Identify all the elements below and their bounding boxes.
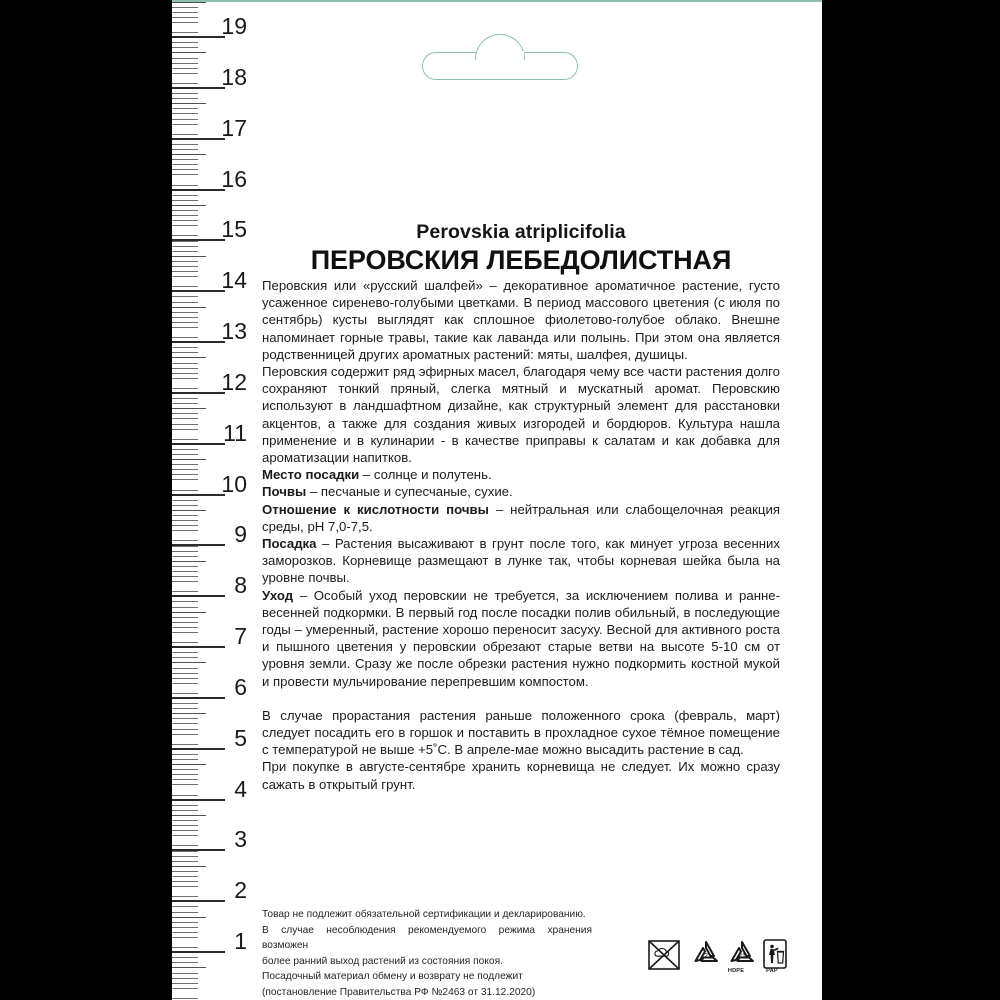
- dispose-in-bin-icon: [763, 939, 787, 979]
- ruler-tick-minor: [172, 169, 198, 170]
- ruler-label: 11: [223, 419, 247, 446]
- ruler-tick-minor: [172, 32, 198, 33]
- paragraph-autumn-buy: При покупке в августе-сентябре хранить корневища не следует. Их можно сразу сажать в открытый грунт.: [262, 759, 780, 792]
- ruler-tick-minor: [172, 144, 198, 145]
- ruler-tick-minor: [172, 607, 198, 608]
- legal-line: Товар не подлежит обязательной сертификации и декларированию.: [262, 909, 586, 920]
- ruler-tick-mid: [172, 510, 206, 511]
- ruler-tick-minor: [172, 119, 198, 120]
- ruler-tick-minor: [172, 93, 198, 94]
- ruler-tick-minor: [172, 322, 198, 323]
- paragraph-oils: Перовския содержит ряд эфирных масел, благодаря чему все части растения долго сохраняют тонкий пряный, слегка мятный и мускатный аромат. Перовскию используют в ландшафтном дизайне, как структурный элемент для расстановки акцентов, а также для создания живых изгородей и бордюров. Культура нашла применение и в кулинарии - в качестве приправы к салатам и как добавка для ароматизации напитков.: [262, 364, 780, 466]
- ruler-tick-minor: [172, 164, 198, 165]
- ruler-tick-minor: [172, 591, 198, 592]
- paragraph-care: Уход – Особый уход перовскии не требуется, за исключением полива и ранне-весенней подкормки. В первый год после посадки полив обильный, в последующие годы – умеренный, растение хорошо переносит засуху. Весной для активного роста и пышного цветения у перовскии обрезают старые ветви на высоте 5-10 см от уровня земли. Сразу же после обрезки растения нужно подкормить костной мукой и провести мульчирование перепревшим компостом.: [262, 587, 780, 689]
- ruler-tick-minor: [172, 449, 198, 450]
- ruler-label: 8: [234, 572, 247, 599]
- ruler-label: 10: [221, 470, 247, 497]
- ruler-tick-minor: [172, 312, 198, 313]
- ruler-tick-minor: [172, 632, 198, 633]
- ruler-tick-minor: [172, 881, 198, 882]
- ruler-tick-minor: [172, 551, 198, 552]
- ruler-scale: [172, 2, 247, 1000]
- ruler-tick-minor: [172, 642, 198, 643]
- ruler-tick-minor: [172, 200, 198, 201]
- ruler-tick-mid: [172, 764, 206, 765]
- ruler-tick-minor: [172, 540, 198, 541]
- ruler-tick-minor: [172, 825, 198, 826]
- ruler-tick-minor: [172, 622, 198, 623]
- ruler-tick-minor: [172, 159, 198, 160]
- ruler-tick-minor: [172, 42, 198, 43]
- ruler-tick-mid: [172, 205, 206, 206]
- ruler-tick-minor: [172, 896, 198, 897]
- ruler-tick-minor: [172, 215, 198, 216]
- ruler-tick-minor: [172, 47, 198, 48]
- ruler-tick-minor: [172, 98, 198, 99]
- ruler-tick-minor: [172, 337, 198, 338]
- legal-line: Посадочный материал обмену и возврату не подлежит: [262, 971, 523, 983]
- paragraph-lead: Отношение к кислотности почвы: [262, 501, 489, 517]
- ruler-tick-minor: [172, 286, 198, 287]
- paragraph-acidity: Отношение к кислотности почвы – нейтральная или слабощелочная реакция среды, рН 7,0-7,5.: [262, 501, 780, 534]
- ruler-tick-minor: [172, 68, 198, 69]
- ruler-tick-minor: [172, 347, 198, 348]
- ruler-tick-minor: [172, 413, 198, 414]
- packaging-marks: [647, 939, 782, 987]
- ruler-label: 7: [234, 623, 247, 649]
- ruler-tick-mid: [172, 307, 206, 308]
- ruler-tick-minor: [172, 378, 198, 379]
- ruler-tick-minor: [172, 505, 198, 506]
- paragraph-intro: Перовския или «русский шалфей» – декоративное ароматичное растение, густо усаженное сиренево-голубыми цветками. В период массового цветения (с июля по сентябрь) кусты выглядят как сплошное фиолетово-голубое облако. Внешне напоминает горные травы, такие как лаванда или полынь. При этом она является родственницей других ароматных растений: мяты, шалфея, душицы.: [262, 278, 780, 362]
- ruler-tick-minor: [172, 906, 198, 907]
- ruler-tick-minor: [172, 601, 198, 602]
- ruler-tick-minor: [172, 17, 198, 18]
- ruler-tick-minor: [172, 957, 198, 958]
- ruler-tick-minor: [172, 439, 198, 440]
- ruler-tick-minor: [172, 474, 198, 475]
- ruler-tick-minor: [172, 500, 198, 501]
- ruler-tick-minor: [172, 998, 198, 999]
- ruler-tick-minor: [172, 734, 198, 735]
- ruler-tick-minor: [172, 988, 198, 989]
- ruler-tick-minor: [172, 795, 198, 796]
- ruler-label: 15: [221, 216, 247, 243]
- ruler-tick-minor: [172, 566, 198, 567]
- ruler-tick-minor: [172, 973, 198, 974]
- description-body: [262, 277, 780, 793]
- ruler-tick-minor: [172, 251, 198, 252]
- ruler-tick-minor: [172, 210, 198, 211]
- ruler-tick-minor: [172, 830, 198, 831]
- ruler-label: 5: [234, 724, 247, 751]
- ruler-tick-mid: [172, 713, 206, 714]
- ruler-label: 12: [221, 368, 247, 395]
- ruler-tick-minor: [172, 58, 198, 59]
- ruler-label: 13: [221, 318, 247, 344]
- ruler-tick-minor: [172, 515, 198, 516]
- ruler-tick-mid: [172, 612, 206, 613]
- ruler-tick-minor: [172, 246, 198, 247]
- ruler-tick-minor: [172, 886, 198, 887]
- ruler-tick-minor: [172, 769, 198, 770]
- ruler-tick-minor: [172, 718, 198, 719]
- ruler-tick-minor: [172, 723, 198, 724]
- ruler-tick-minor: [172, 490, 198, 491]
- ruler-tick-minor: [172, 556, 198, 557]
- ruler-tick-minor: [172, 388, 198, 389]
- plant-common-name: ПЕРОВСКИЯ ЛЕБЕДОЛИСТНАЯ: [310, 245, 732, 275]
- ruler-tick-minor: [172, 113, 198, 114]
- ruler-tick-minor: [172, 530, 198, 531]
- ruler-tick-minor: [172, 403, 198, 404]
- ruler-tick-minor: [172, 7, 198, 8]
- ruler-tick-minor: [172, 693, 198, 694]
- ruler-tick-minor: [172, 708, 198, 709]
- ruler-tick-mid: [172, 103, 206, 104]
- svg-text:21: 21: [738, 953, 746, 960]
- ruler-tick-minor: [172, 235, 198, 236]
- ruler-tick-minor: [172, 835, 198, 836]
- ruler-tick-minor: [172, 352, 198, 353]
- ruler-tick-mid: [172, 2, 206, 3]
- ruler-tick-minor: [172, 652, 198, 653]
- legal-line: (постановление Правительства РФ №2463 от 31.12.2020): [262, 986, 536, 998]
- ruler-label: 6: [234, 673, 247, 700]
- ruler-tick-minor: [172, 398, 198, 399]
- ruler-tick-minor: [172, 73, 198, 74]
- ruler-tick-minor: [172, 678, 198, 679]
- ruler-tick-mid: [172, 52, 206, 53]
- ruler-tick-minor: [172, 363, 198, 364]
- ruler-tick-minor: [172, 703, 198, 704]
- ruler-tick-minor: [172, 810, 198, 811]
- ruler-tick-mid: [172, 154, 206, 155]
- ruler-tick-minor: [172, 668, 198, 669]
- ruler-tick-mid: [172, 662, 206, 663]
- ruler-tick-minor: [172, 947, 198, 948]
- ruler-tick-minor: [172, 108, 198, 109]
- ruler-tick-minor: [172, 932, 198, 933]
- ruler-tick-minor: [172, 937, 198, 938]
- ruler-tick-minor: [172, 195, 198, 196]
- ruler-tick-minor: [172, 12, 198, 13]
- paragraph-soil: Почвы – песчаные и супесчаные, сухие.: [262, 484, 513, 500]
- ruler-tick-minor: [172, 525, 198, 526]
- ruler-label: 14: [221, 267, 247, 294]
- ruler-tick-minor: [172, 912, 198, 913]
- ruler-tick-minor: [172, 454, 198, 455]
- ruler-tick-minor: [172, 429, 198, 430]
- ruler-tick-mid: [172, 459, 206, 460]
- ruler-tick-minor: [172, 845, 198, 846]
- ruler-tick-minor: [172, 922, 198, 923]
- ruler-tick-minor: [172, 174, 198, 175]
- ruler-tick-minor: [172, 296, 198, 297]
- ruler-label: 3: [234, 826, 247, 853]
- paragraph-planting: Посадка – Растения высаживают в грунт после того, как минует угроза весенних заморозков. Корневище размещают в лунке так, чтобы корневая шейка была на уровне почвы.: [262, 536, 780, 586]
- svg-text:2: 2: [703, 951, 709, 960]
- ruler-tick-minor: [172, 581, 198, 582]
- ruler-tick-minor: [172, 571, 198, 572]
- ruler-tick-minor: [172, 373, 198, 374]
- legal-line: более ранний выход растений из состояния покоя.: [262, 955, 503, 967]
- ruler-tick-minor: [172, 871, 198, 872]
- ruler-tick-mid: [172, 967, 206, 968]
- ruler-tick-minor: [172, 744, 198, 745]
- ruler-tick-mid: [172, 917, 206, 918]
- ruler-tick-minor: [172, 729, 198, 730]
- legal-text: [262, 907, 592, 1000]
- ruler-tick-mid: [172, 357, 206, 358]
- ruler-tick-minor: [172, 820, 198, 821]
- mark-label-hdpe: HDPE: [727, 968, 745, 974]
- card-content: [262, 2, 780, 1000]
- ruler-tick-minor: [172, 673, 198, 674]
- ruler-label: 16: [221, 165, 247, 192]
- ruler-tick-minor: [172, 617, 198, 618]
- ruler-tick-minor: [172, 962, 198, 963]
- ruler-tick-minor: [172, 225, 198, 226]
- ruler-tick-minor: [172, 149, 198, 150]
- ruler-tick-minor: [172, 418, 198, 419]
- ruler-tick-minor: [172, 784, 198, 785]
- ruler-label: 1: [234, 928, 247, 954]
- seed-packet-card: [172, 0, 822, 1000]
- paragraph-lead: Почвы: [262, 484, 307, 500]
- ruler-tick-minor: [172, 83, 198, 84]
- ruler-tick-minor: [172, 302, 198, 303]
- ruler-label: 2: [234, 877, 247, 904]
- ruler-tick-minor: [172, 657, 198, 658]
- ruler-tick-mid: [172, 408, 206, 409]
- ruler-tick-minor: [172, 134, 198, 135]
- plant-latin-name: Perovskia atriplicifolia: [416, 221, 626, 243]
- paragraph-lead: Посадка: [262, 536, 317, 552]
- ruler-tick-minor: [172, 124, 198, 125]
- ruler-tick-minor: [172, 317, 198, 318]
- paragraph-early-sprout: В случае прорастания растения раньше положенного срока (февраль, март) следует посадить его в горшок и поставить в прохладное сухое тёмное помещение с температурой не выше +5˚С. В апреле-мае можно высадить растение в сад.: [262, 707, 780, 758]
- ruler-label: 19: [221, 13, 247, 39]
- paragraph-lead: Место посадки: [262, 467, 360, 483]
- ruler-tick-minor: [172, 464, 198, 465]
- ruler-tick-minor: [172, 576, 198, 577]
- ruler-tick-minor: [172, 469, 198, 470]
- ruler-tick-mid: [172, 815, 206, 816]
- ruler-tick-mid: [172, 561, 206, 562]
- ruler-tick-minor: [172, 220, 198, 221]
- ruler-tick-minor: [172, 520, 198, 521]
- ruler-tick-minor: [172, 805, 198, 806]
- ruler-tick-minor: [172, 779, 198, 780]
- ruler-tick-minor: [172, 683, 198, 684]
- ruler-tick-minor: [172, 185, 198, 186]
- ruler-tick-minor: [172, 368, 198, 369]
- mark-label-pap: PAP: [766, 968, 778, 974]
- ruler-tick-minor: [172, 276, 198, 277]
- paragraph-place: Место посадки – солнце и полутень.: [262, 467, 492, 483]
- ruler-tick-minor: [172, 479, 198, 480]
- ruler-label: 17: [221, 114, 247, 141]
- ruler-tick-minor: [172, 271, 198, 272]
- ruler-tick-minor: [172, 22, 198, 23]
- recycle-pap-icon: [727, 939, 778, 979]
- ruler-label: 4: [234, 775, 247, 802]
- legal-line: В случае несоблюдения рекомендуемого режима хранения возможен: [262, 924, 592, 952]
- ruler-label: 18: [221, 63, 247, 90]
- ruler-tick-minor: [172, 424, 198, 425]
- ruler-tick-minor: [172, 266, 198, 267]
- ruler-tick-minor: [172, 627, 198, 628]
- ruler-tick-minor: [172, 754, 198, 755]
- ruler-tick-minor: [172, 876, 198, 877]
- ruler-tick-mid: [172, 866, 206, 867]
- ruler-tick-minor: [172, 856, 198, 857]
- ruler-tick-minor: [172, 927, 198, 928]
- ruler-tick-minor: [172, 983, 198, 984]
- ruler-label: 9: [234, 521, 247, 548]
- ruler-tick-minor: [172, 978, 198, 979]
- ruler-tick-minor: [172, 327, 198, 328]
- ruler-tick-minor: [172, 774, 198, 775]
- ruler-tick-minor: [172, 261, 198, 262]
- ruler-tick-minor: [172, 861, 198, 862]
- ruler-tick-minor: [172, 63, 198, 64]
- ruler-tick-minor: [172, 759, 198, 760]
- paragraph-lead: Уход: [262, 587, 294, 603]
- keep-dry-icon: [647, 939, 681, 979]
- ruler-tick-mid: [172, 256, 206, 257]
